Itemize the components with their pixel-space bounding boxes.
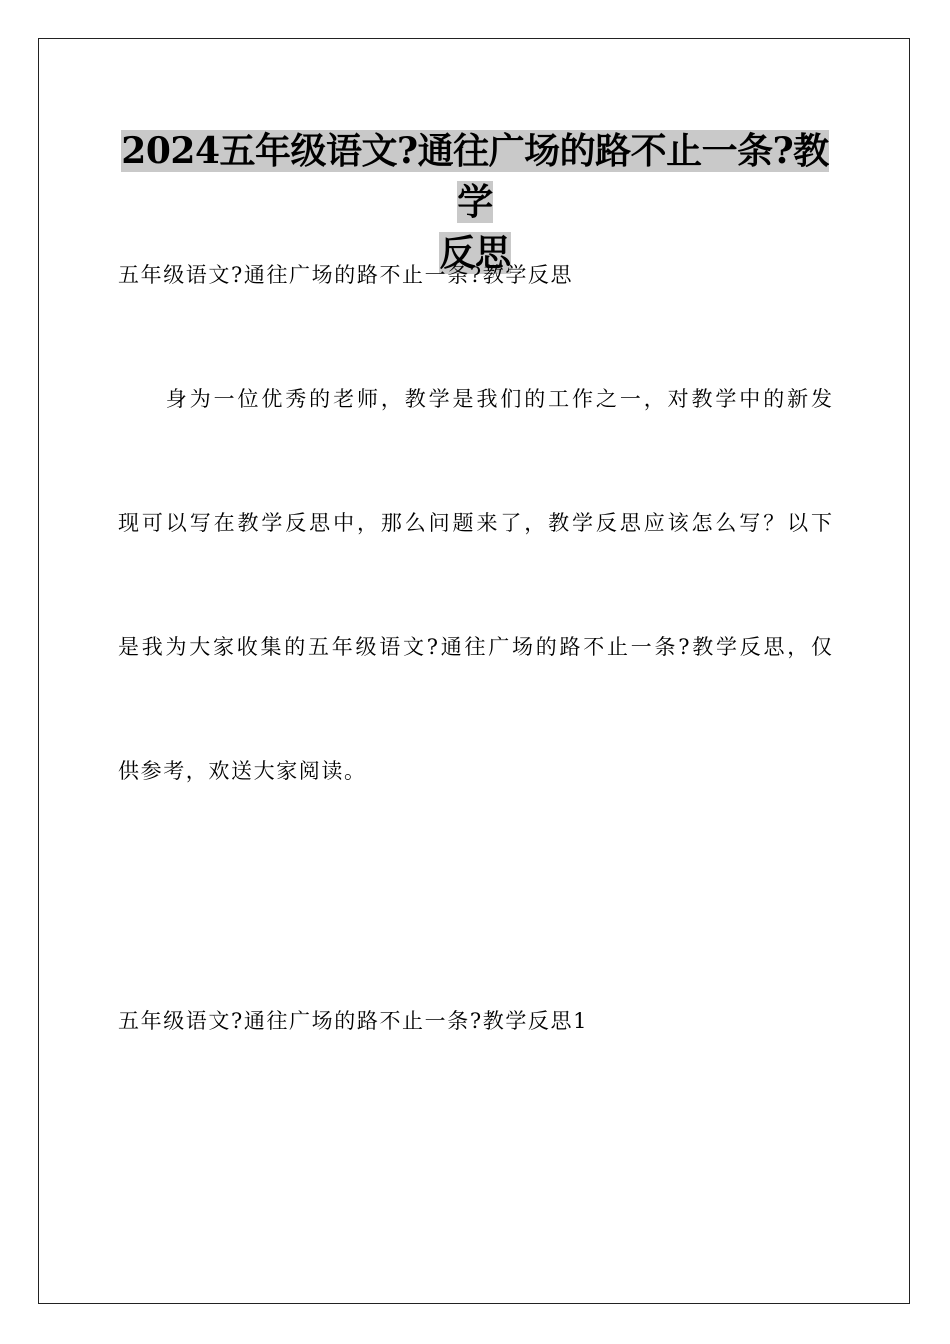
intro-line-3: 是我为大家收集的五年级语文?通往广场的路不止一条?教学反思，仅 [118,635,832,659]
section-heading: 五年级语文?通往广场的路不止一条?教学反思1 [118,1009,589,1033]
document-subtitle: 五年级语文?通往广场的路不止一条?教学反思 [118,263,574,287]
document-title [118,126,832,279]
intro-line-4: 供参考，欢送大家阅读。 [118,759,367,783]
title-line-1: 2024五年级语文?通往广场的路不止一条?教学 [121,130,829,223]
intro-line-2: 现可以写在教学反思中，那么问题来了，教学反思应该怎么写？以下 [118,511,832,535]
intro-line-1: 身为一位优秀的老师，教学是我们的工作之一，对教学中的新发 [118,387,832,411]
title-line-2: 反思 [439,232,511,274]
